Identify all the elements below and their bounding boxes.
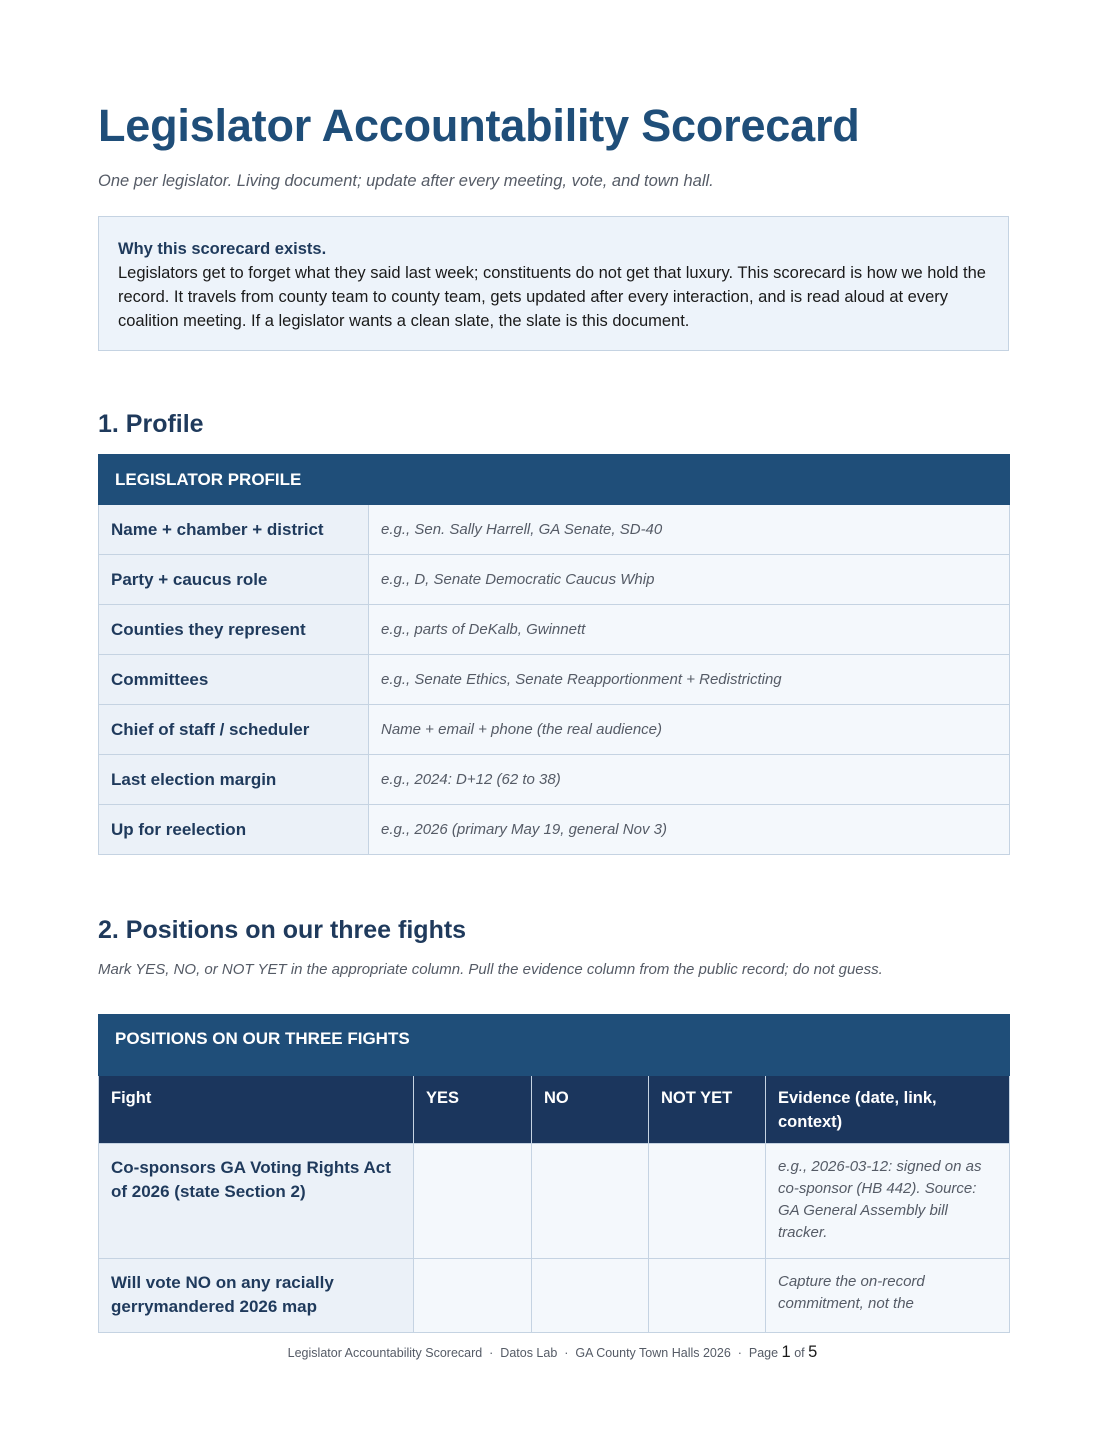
table-row bbox=[99, 555, 1010, 605]
yes-cell[interactable] bbox=[414, 1144, 532, 1259]
footer-of-label: of bbox=[794, 1346, 805, 1360]
row-label: Up for reelection bbox=[99, 805, 369, 855]
callout-body: Legislators get to forget what they said last week; constituents do not get that luxury. This scorecard is how we hold the record. It travels from county team to county team, gets updated after every interaction, and is read aloud at every coalition meeting. If a legislator wants a clean slate, the slate is this document. bbox=[118, 264, 986, 330]
footer-org: Datos Lab bbox=[500, 1346, 558, 1360]
table-row bbox=[99, 1259, 1010, 1333]
column-header-fight: Fight bbox=[99, 1076, 414, 1144]
not-yet-cell[interactable] bbox=[649, 1259, 766, 1333]
row-label: Committees bbox=[99, 655, 369, 705]
profile-table-title: LEGISLATOR PROFILE bbox=[99, 455, 1010, 505]
page-footer bbox=[0, 1343, 1105, 1362]
yes-cell[interactable] bbox=[414, 1259, 532, 1333]
section-heading-positions: 2. Positions on our three fights bbox=[98, 916, 467, 944]
table-row bbox=[99, 705, 1010, 755]
row-value[interactable]: e.g., parts of DeKalb, Gwinnett bbox=[369, 605, 1010, 655]
column-header-no: NO bbox=[532, 1076, 649, 1144]
row-value[interactable]: e.g., Sen. Sally Harrell, GA Senate, SD-40 bbox=[369, 505, 1010, 555]
positions-instructions: Mark YES, NO, or NOT YET in the appropriate column. Pull the evidence column from the public record; do not guess. bbox=[98, 961, 883, 978]
footer-separator: · bbox=[564, 1346, 569, 1360]
section-heading-profile: 1. Profile bbox=[98, 410, 204, 438]
row-value[interactable]: e.g., 2026 (primary May 19, general Nov 3) bbox=[369, 805, 1010, 855]
row-value[interactable]: e.g., D, Senate Democratic Caucus Whip bbox=[369, 555, 1010, 605]
column-header-evidence: Evidence (date, link, context) bbox=[766, 1076, 1010, 1144]
column-header-row bbox=[99, 1076, 1010, 1144]
positions-table bbox=[98, 1014, 1010, 1333]
no-cell[interactable] bbox=[532, 1259, 649, 1333]
table-row bbox=[99, 605, 1010, 655]
evidence-cell[interactable]: e.g., 2026-03-12: signed on as co-sponsor (HB 442). Source: GA General Assembly bill tracker. bbox=[766, 1144, 1010, 1259]
row-label: Counties they represent bbox=[99, 605, 369, 655]
page-title: Legislator Accountability Scorecard bbox=[98, 100, 860, 151]
column-header-yes: YES bbox=[414, 1076, 532, 1144]
column-header-not-yet: NOT YET bbox=[649, 1076, 766, 1144]
table-row bbox=[99, 655, 1010, 705]
table-row bbox=[99, 805, 1010, 855]
row-value[interactable]: e.g., Senate Ethics, Senate Reapportionment + Redistricting bbox=[369, 655, 1010, 705]
not-yet-cell[interactable] bbox=[649, 1144, 766, 1259]
footer-separator: · bbox=[489, 1346, 494, 1360]
row-label: Last election margin bbox=[99, 755, 369, 805]
row-label: Name + chamber + district bbox=[99, 505, 369, 555]
no-cell[interactable] bbox=[532, 1144, 649, 1259]
page-subtitle: One per legislator. Living document; update after every meeting, vote, and town hall. bbox=[98, 172, 714, 190]
row-value[interactable]: Name + email + phone (the real audience) bbox=[369, 705, 1010, 755]
footer-project: GA County Town Halls 2026 bbox=[575, 1346, 731, 1360]
footer-page-number: 1 bbox=[781, 1343, 791, 1361]
purpose-callout bbox=[98, 216, 1009, 351]
footer-page-total: 5 bbox=[808, 1343, 818, 1361]
row-label: Party + caucus role bbox=[99, 555, 369, 605]
table-row bbox=[99, 505, 1010, 555]
profile-table bbox=[98, 454, 1010, 855]
fight-label: Will vote NO on any racially gerrymandered 2026 map bbox=[99, 1259, 414, 1333]
evidence-cell[interactable]: Capture the on-record commitment, not the bbox=[766, 1259, 1010, 1333]
footer-separator: · bbox=[737, 1346, 742, 1360]
positions-table-title: POSITIONS ON OUR THREE FIGHTS bbox=[99, 1015, 1010, 1076]
table-row bbox=[99, 755, 1010, 805]
footer-doc-name: Legislator Accountability Scorecard bbox=[287, 1346, 483, 1360]
footer-page-label: Page bbox=[748, 1346, 779, 1360]
table-row bbox=[99, 1144, 1010, 1259]
callout-lead: Why this scorecard exists. bbox=[118, 240, 327, 258]
fight-label: Co-sponsors GA Voting Rights Act of 2026 (state Section 2) bbox=[99, 1144, 414, 1259]
row-label: Chief of staff / scheduler bbox=[99, 705, 369, 755]
row-value[interactable]: e.g., 2024: D+12 (62 to 38) bbox=[369, 755, 1010, 805]
